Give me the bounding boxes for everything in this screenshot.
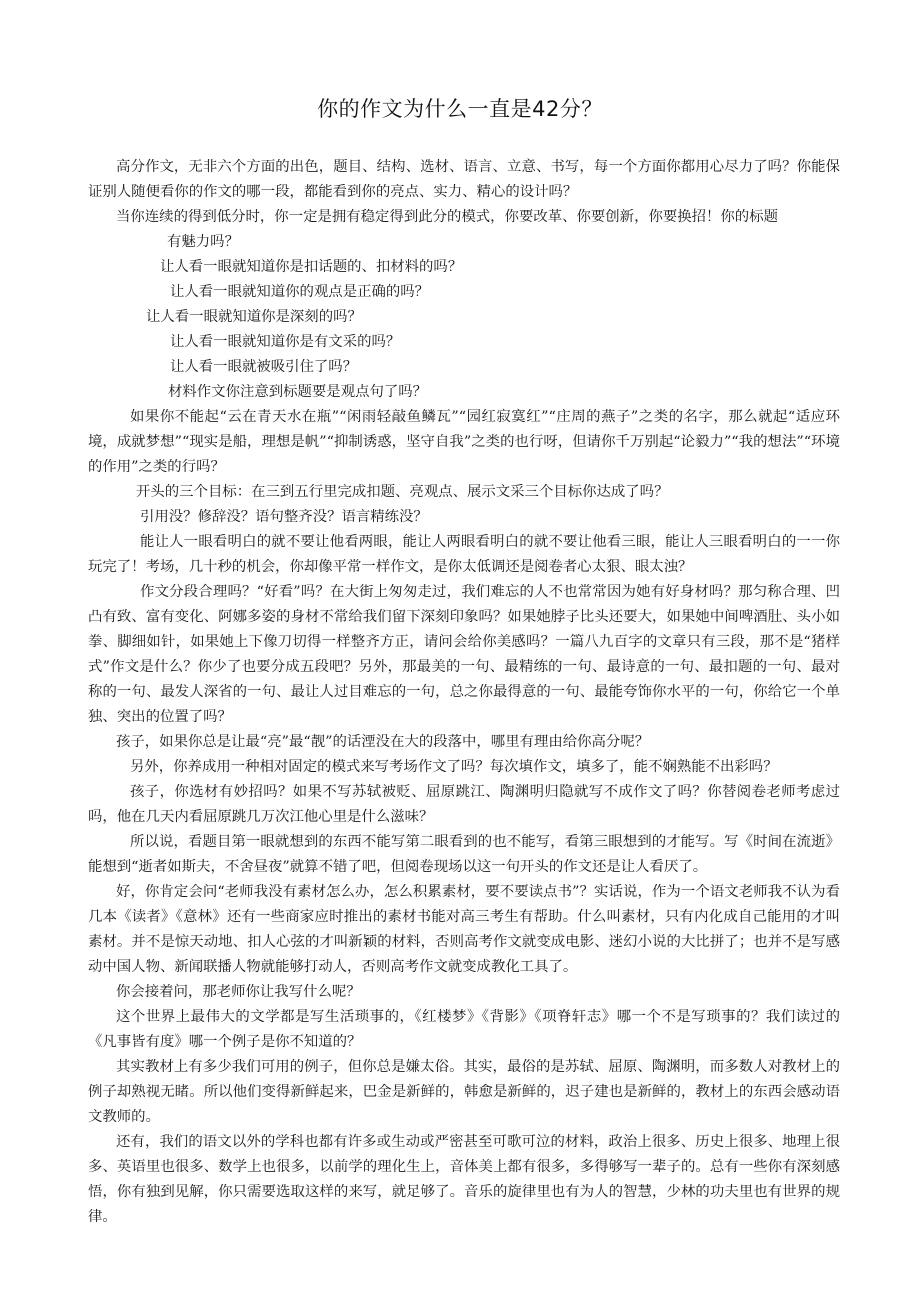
question-line-4: 让人看一眼就知道你是有文采的吗？ — [170, 334, 401, 350]
paragraph-accumulate-material: 好，你肯定会问“老师我没有素材怎么办，怎么积累素材，要不要读点书”？实话说，作为一个语文老师我不认为看几本《读者》《意林》还有一些商家应时推出的素材书能对高三考生有帮助。什么叫素材，只有内化成自己能用的才叫素材。并不是惊天动地、扣人心弦的才叫新颖的材料，否则高考作文就变成电影、迷幻小说的大比拼了；也并不是写感动中国人物、新闻联播人物就能够打动人，否则高考作文就变成教化工具了。 — [88, 884, 840, 975]
paragraph-material-choice: 孩子，你选材有妙招吗？如果不写苏轼被贬、屈原跳江、陶渊明归隐就写不成作文了吗？你替阅卷老师考虑过吗，他在几天内看屈原跳几万次江他心里是什么滋味？ — [88, 784, 840, 825]
paragraph-third-glance: 所以说，看题目第一眼就想到的东西不能写第二眼看到的也不能写，看第三眼想到的才能写。写《时间在流逝》能想到“逝者如斯夫，不舍昼夜”就算不错了吧，但阅卷现场以这一句开头的作文还是让人看厌了。 — [88, 834, 840, 875]
paragraph-textbook-examples: 其实教材上有多少我们可用的例子，但你总是嫌太俗。其实，最俗的是苏轼、屈原、陶渊明，而多数人对教材上的例子却熟视无睹。所以他们变得新鲜起来，巴金是新鲜的，韩愈是新鲜的，迟子建也是新鲜的，教材上的东西会感动语文教师的。 — [88, 1059, 840, 1125]
paragraph-what-to-write: 你会接着问，那老师你让我写什么呢？ — [116, 984, 361, 1000]
question-line-6: 材料作文你注意到标题要是观点句了吗？ — [168, 384, 428, 400]
paragraph-paragraphing: 作文分段合理吗？“好看”吗？在大街上匆匆走过，我们难忘的人不也常常因为她有好身材吗？那匀称合理、凹凸有致、富有变化、阿娜多姿的身材不常给我们留下深刻印象吗？如果她脖子比头还要大，如果她中间啤酒肚、头小如拳、脚细如针，如果她上下像刀切得一样整齐方正，请问会给你美感吗？一篇八九百字的文章只有三段，那不是“猪样式”作文是什么？你少了也要分成五段吧？另外，那最美的一句、最精练的一句、最诗意的一句、最扣题的一句、最对称的一句、最发人深省的一句、最让人过目难忘的一句，总之你最得意的一句、最能夸饰你水平的一句，你给它一个单独、突出的位置了吗？ — [88, 584, 840, 725]
question-line-1: 让人看一眼就知道你是扣话题的、扣材料的吗？ — [160, 259, 463, 275]
paragraph-title-question-line2: 有魅力吗？ — [167, 234, 239, 250]
paragraph-fixed-mode: 另外，你养成用一种相对固定的模式来写考场作文了吗？每次填作文，填多了，能不娴熟能不出彩吗？ — [130, 759, 778, 775]
question-line-3: 让人看一眼就知道你是深刻的吗？ — [146, 309, 362, 325]
paragraph-one-glance: 能让人一眼看明白的就不要让他看两眼，能让人两眼看明白的就不要让他看三眼，能让人三眼看明白的一一你玩完了！考场，几十秒的机会，你却像平常一样作文，是你太低调还是阅卷者心太狠、眼太浊？ — [88, 534, 840, 575]
paragraph-opening-checklist: 引用没？修辞没？语句整齐没？语言精练没？ — [140, 509, 428, 525]
paragraph-title-question-line1: 当你连续的得到低分时，你一定是拥有稳定得到此分的模式，你要改革、你要创新，你要换招！你的标题 — [116, 209, 778, 225]
paragraph-daily-life: 这个世界上最伟大的文学都是写生活琐事的，《红楼梦》《背影》《项脊轩志》哪一个不是写琐事的？我们读过的《凡事皆有度》哪一个例子是你不知道的？ — [88, 1009, 840, 1050]
paragraph-opening-goals: 开头的三个目标：在三到五行里完成扣题、亮观点、展示文采三个目标你达成了吗？ — [136, 484, 669, 500]
document-title: 你的作文为什么一直是42分？ — [317, 97, 603, 121]
document-body — [88, 155, 840, 1230]
paragraph-title-question — [88, 205, 840, 255]
paragraph-intro: 高分作文，无非六个方面的出色，题目、结构、选材、语言、立意、书写，每一个方面你都用心尽力了吗？你能保证别人随便看你的作文的哪一段，都能看到你的亮点、实力、精心的设计吗？ — [88, 159, 840, 200]
paragraph-titles: 如果你不能起“云在青天水在瓶”“闲雨轻敲鱼鳞瓦”“园红寂寞红”“庄周的燕子”之类的名字，那么就起“适应环境，成就梦想”“现实是船，理想是帆”“抑制诱惑，坚守自我”之类的也行呀，但请你千万别起“论毅力”“我的想法”“环境的作用”之类的行吗？ — [88, 409, 840, 475]
question-line-2: 让人看一眼就知道你的观点是正确的吗？ — [170, 284, 430, 300]
question-line-5: 让人看一眼就被吸引住了吗？ — [170, 359, 358, 375]
paragraph-other-subjects: 还有，我们的语文以外的学科也都有许多或生动或严密甚至可歌可泣的材料，政治上很多、历史上很多、地理上很多、英语里也很多、数学上也很多，以前学的理化生上，音体美上都有很多，多得够写一辈子的。总有一些你有深刻感悟，你有独到见解，你只需要选取这样的来写，就足够了。音乐的旋律里也有为人的智慧，少林的功夫里也有世界的规律。 — [88, 1134, 840, 1225]
paragraph-highlight: 孩子，如果你总是让最“亮”最“靓”的话湮没在大的段落中，哪里有理由给你高分呢？ — [116, 734, 650, 750]
